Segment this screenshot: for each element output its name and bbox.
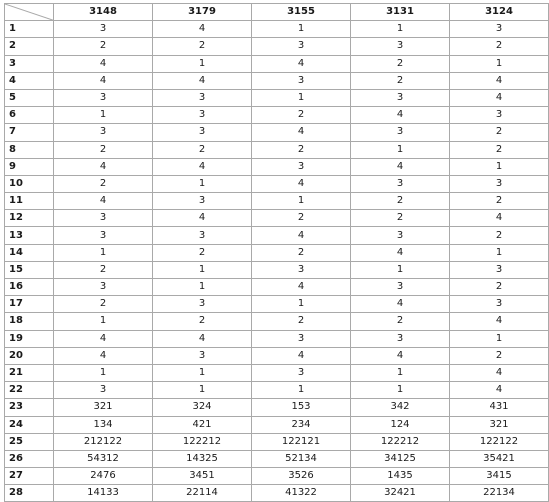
table-cell: 4 [351, 158, 450, 175]
table-row [5, 364, 549, 381]
table-row [5, 399, 549, 416]
table-cell: 4 [252, 55, 351, 72]
row-label: 8 [5, 141, 54, 158]
table-cell: 2 [450, 279, 549, 296]
table-cell: 1 [450, 330, 549, 347]
table-cell: 3 [351, 38, 450, 55]
table-cell: 342 [351, 399, 450, 416]
row-label: 26 [5, 450, 54, 467]
table-cell: 2 [351, 210, 450, 227]
table-cell: 3 [252, 158, 351, 175]
table-cell: 2 [351, 72, 450, 89]
table-row [5, 72, 549, 89]
table-cell: 3 [252, 72, 351, 89]
table-cell: 3 [54, 21, 153, 38]
table-cell: 4 [153, 210, 252, 227]
table-cell: 1 [252, 382, 351, 399]
row-label: 14 [5, 244, 54, 261]
table-row [5, 210, 549, 227]
row-label: 23 [5, 399, 54, 416]
table-cell: 1 [153, 55, 252, 72]
table-cell: 3 [153, 107, 252, 124]
table-cell: 1 [351, 21, 450, 38]
table-cell: 3 [54, 382, 153, 399]
table-cell: 4 [450, 313, 549, 330]
table-row [5, 382, 549, 399]
table-cell: 14325 [153, 450, 252, 467]
table-row [5, 175, 549, 192]
table-row [5, 158, 549, 175]
table-cell: 4 [54, 193, 153, 210]
table-cell: 3 [450, 21, 549, 38]
table-cell: 32421 [351, 485, 450, 502]
corner-cell [5, 4, 54, 21]
table-row [5, 38, 549, 55]
table-body [5, 21, 549, 502]
table-cell: 321 [450, 416, 549, 433]
table-cell: 2 [252, 107, 351, 124]
table-cell: 2 [351, 55, 450, 72]
row-label: 22 [5, 382, 54, 399]
table-cell: 3 [351, 330, 450, 347]
table-cell: 4 [54, 158, 153, 175]
table-cell: 2 [252, 244, 351, 261]
table-cell: 4 [252, 227, 351, 244]
table-cell: 2 [450, 347, 549, 364]
table-row [5, 450, 549, 467]
table-cell: 3 [153, 124, 252, 141]
row-label: 2 [5, 38, 54, 55]
table-cell: 34125 [351, 450, 450, 467]
table-cell: 3 [450, 296, 549, 313]
table-cell: 1 [153, 175, 252, 192]
table-cell: 1 [450, 158, 549, 175]
column-header: 3124 [450, 4, 549, 21]
table-row [5, 313, 549, 330]
table-cell: 1 [351, 261, 450, 278]
table-row [5, 244, 549, 261]
column-header: 3131 [351, 4, 450, 21]
row-label: 3 [5, 55, 54, 72]
table-row [5, 141, 549, 158]
row-label: 16 [5, 279, 54, 296]
table-cell: 4 [54, 330, 153, 347]
row-label: 28 [5, 485, 54, 502]
table-row [5, 347, 549, 364]
table-cell: 4 [252, 124, 351, 141]
table-cell: 122212 [153, 433, 252, 450]
table-cell: 2 [153, 141, 252, 158]
table-cell: 4 [54, 347, 153, 364]
table-cell: 4 [351, 244, 450, 261]
table-cell: 2 [153, 38, 252, 55]
table-row [5, 485, 549, 502]
table-cell: 1 [54, 107, 153, 124]
table-cell: 3 [153, 89, 252, 106]
table-cell: 3 [252, 330, 351, 347]
table-cell: 4 [54, 72, 153, 89]
table-cell: 3 [54, 227, 153, 244]
table-row [5, 193, 549, 210]
table-cell: 3 [153, 296, 252, 313]
table-cell: 2 [153, 244, 252, 261]
table-cell: 153 [252, 399, 351, 416]
table-cell: 1 [351, 382, 450, 399]
table-cell: 41322 [252, 485, 351, 502]
table-cell: 3 [54, 89, 153, 106]
table-cell: 4 [351, 347, 450, 364]
row-label: 18 [5, 313, 54, 330]
row-label: 4 [5, 72, 54, 89]
table-cell: 4 [153, 72, 252, 89]
row-label: 25 [5, 433, 54, 450]
column-header: 3179 [153, 4, 252, 21]
table-cell: 2 [54, 141, 153, 158]
row-label: 19 [5, 330, 54, 347]
table-cell: 52134 [252, 450, 351, 467]
table-row [5, 261, 549, 278]
column-header: 3148 [54, 4, 153, 21]
table-cell: 22114 [153, 485, 252, 502]
row-label: 9 [5, 158, 54, 175]
table-cell: 431 [450, 399, 549, 416]
table-cell: 3 [153, 347, 252, 364]
table-cell: 212122 [54, 433, 153, 450]
table-cell: 3 [153, 193, 252, 210]
table-cell: 122212 [351, 433, 450, 450]
table-cell: 3 [351, 175, 450, 192]
table-cell: 124 [351, 416, 450, 433]
table-container [4, 3, 549, 502]
table-cell: 4 [351, 107, 450, 124]
table-row [5, 296, 549, 313]
table-cell: 4 [252, 175, 351, 192]
table-cell: 4 [450, 210, 549, 227]
row-label: 20 [5, 347, 54, 364]
row-label: 10 [5, 175, 54, 192]
table-cell: 1 [54, 364, 153, 381]
table-cell: 3 [54, 279, 153, 296]
table-cell: 3 [450, 261, 549, 278]
table-cell: 1 [450, 55, 549, 72]
table-cell: 1 [153, 261, 252, 278]
data-table [4, 3, 549, 502]
table-cell: 1 [252, 89, 351, 106]
table-cell: 2 [252, 210, 351, 227]
table-cell: 4 [153, 21, 252, 38]
table-cell: 234 [252, 416, 351, 433]
table-cell: 3 [351, 124, 450, 141]
row-label: 24 [5, 416, 54, 433]
table-cell: 2 [54, 38, 153, 55]
table-cell: 2 [252, 313, 351, 330]
table-cell: 2 [252, 141, 351, 158]
table-cell: 22134 [450, 485, 549, 502]
table-cell: 4 [153, 330, 252, 347]
table-row [5, 433, 549, 450]
row-label: 21 [5, 364, 54, 381]
table-cell: 2 [54, 296, 153, 313]
table-cell: 2 [450, 227, 549, 244]
table-row [5, 416, 549, 433]
table-cell: 3 [450, 175, 549, 192]
table-row [5, 330, 549, 347]
table-cell: 1 [351, 141, 450, 158]
table-row [5, 21, 549, 38]
table-cell: 2 [450, 141, 549, 158]
table-cell: 2 [450, 38, 549, 55]
table-cell: 4 [54, 55, 153, 72]
table-row [5, 124, 549, 141]
table-cell: 1 [351, 364, 450, 381]
table-cell: 1 [153, 279, 252, 296]
table-cell: 2 [54, 261, 153, 278]
table-cell: 3451 [153, 468, 252, 485]
table-cell: 2 [54, 175, 153, 192]
table-cell: 35421 [450, 450, 549, 467]
table-cell: 14133 [54, 485, 153, 502]
table-cell: 1 [450, 244, 549, 261]
table-cell: 4 [450, 72, 549, 89]
table-cell: 3 [252, 364, 351, 381]
table-row [5, 55, 549, 72]
table-row [5, 89, 549, 106]
table-cell: 324 [153, 399, 252, 416]
table-row [5, 468, 549, 485]
table-cell: 2 [450, 193, 549, 210]
table-row [5, 107, 549, 124]
table-cell: 2 [351, 313, 450, 330]
table-cell: 1 [153, 382, 252, 399]
table-cell: 4 [252, 279, 351, 296]
table-row [5, 279, 549, 296]
column-header: 3155 [252, 4, 351, 21]
row-label: 27 [5, 468, 54, 485]
table-cell: 4 [450, 382, 549, 399]
table-cell: 3 [153, 227, 252, 244]
row-label: 17 [5, 296, 54, 313]
table-cell: 1 [54, 244, 153, 261]
table-cell: 122122 [450, 433, 549, 450]
row-label: 11 [5, 193, 54, 210]
table-cell: 1 [153, 364, 252, 381]
table-cell: 4 [351, 296, 450, 313]
row-label: 13 [5, 227, 54, 244]
table-cell: 3 [252, 38, 351, 55]
table-cell: 3 [351, 227, 450, 244]
table-cell: 1 [252, 21, 351, 38]
table-cell: 2 [153, 313, 252, 330]
row-label: 15 [5, 261, 54, 278]
header-row [5, 4, 549, 21]
row-label: 7 [5, 124, 54, 141]
row-label: 5 [5, 89, 54, 106]
table-cell: 1435 [351, 468, 450, 485]
row-label: 12 [5, 210, 54, 227]
table-cell: 3 [54, 210, 153, 227]
table-cell: 3415 [450, 468, 549, 485]
table-cell: 1 [54, 313, 153, 330]
table-cell: 3 [351, 279, 450, 296]
table-cell: 4 [450, 364, 549, 381]
table-cell: 4 [153, 158, 252, 175]
table-cell: 421 [153, 416, 252, 433]
table-cell: 321 [54, 399, 153, 416]
table-cell: 3526 [252, 468, 351, 485]
table-cell: 4 [450, 89, 549, 106]
table-cell: 2 [351, 193, 450, 210]
table-cell: 2476 [54, 468, 153, 485]
table-cell: 3 [351, 89, 450, 106]
diagonal-line [5, 4, 53, 20]
table-cell: 4 [252, 347, 351, 364]
row-label: 1 [5, 21, 54, 38]
table-cell: 122121 [252, 433, 351, 450]
table-row [5, 227, 549, 244]
row-label: 6 [5, 107, 54, 124]
table-cell: 134 [54, 416, 153, 433]
table-cell: 2 [450, 124, 549, 141]
table-cell: 54312 [54, 450, 153, 467]
table-cell: 3 [54, 124, 153, 141]
table-cell: 1 [252, 296, 351, 313]
table-cell: 1 [252, 193, 351, 210]
table-cell: 3 [450, 107, 549, 124]
table-cell: 3 [252, 261, 351, 278]
